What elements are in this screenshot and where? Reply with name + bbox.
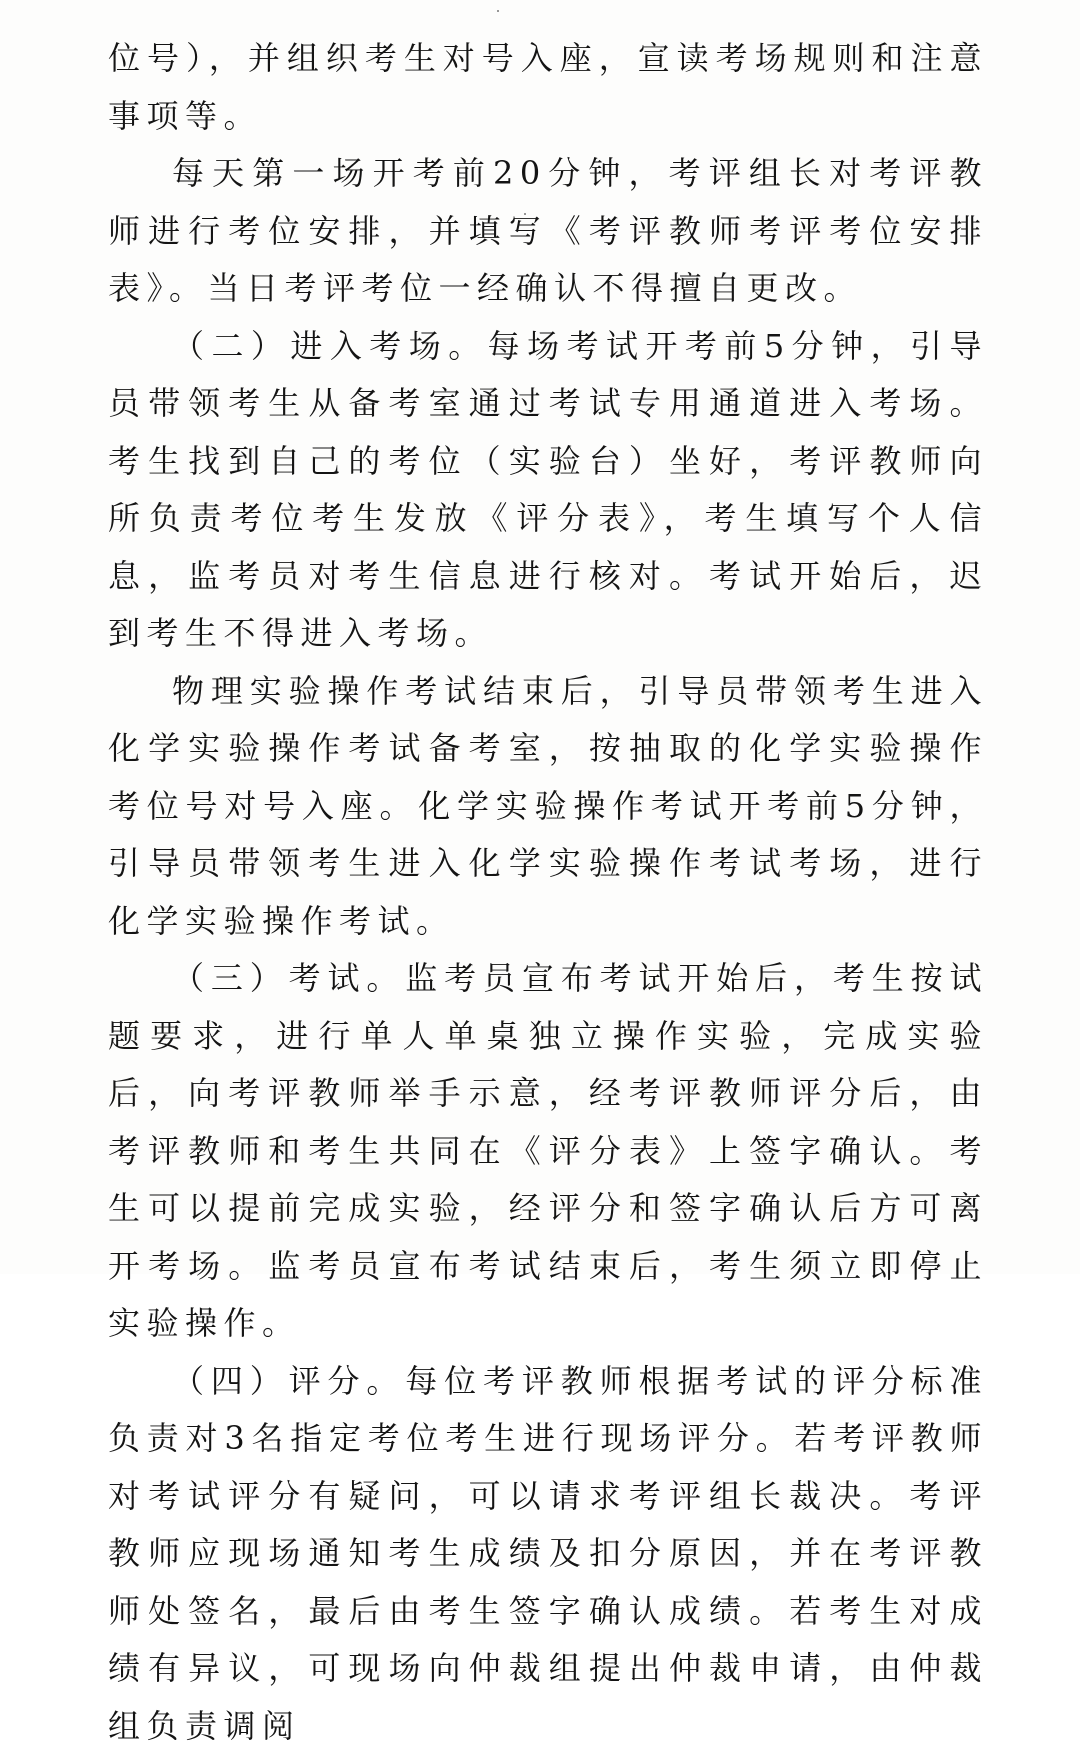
paragraph-2-text: 每天第一场开考前20分钟，考评组长对考评教师进行考位安排，并填写《考评教师考评考位安排表》。当日考评考位一经确认不得擅自更改。: [108, 154, 988, 307]
paragraph-1-text: 位号），并组织考生对号入座，宣读考场规则和注意事项等。: [108, 39, 988, 135]
paragraph-4-text: 物理实验操作考试结束后，引导员带领考生进入化学实验操作考试备考室，按抽取的化学实验操作考位号对号入座。化学实验操作考试开考前5分钟，引导员带领考生进入化学实验操作考试考场，进行化学实验操作考试。: [108, 672, 988, 940]
scan-speck: [497, 10, 499, 12]
section-2-heading: （二）进入考场。: [172, 327, 488, 365]
document-body: [108, 30, 988, 1755]
paragraph-2: [108, 145, 988, 318]
paragraph-3: [108, 318, 988, 663]
paragraph-1: [108, 30, 988, 145]
paragraph-3-text: 每场考试开考前5分钟，引导员带领考生从备考室通过考试专用通道进入考场。考生找到自己的考位（实验台）坐好，考评教师向所负责考位考生发放《评分表》，考生填写个人信息，监考员对考生信息进行核对。考试开始后，迟到考生不得进入考场。: [108, 327, 988, 653]
paragraph-6: [108, 1353, 988, 1755]
section-3-heading: （三）考试。: [172, 959, 405, 997]
section-4-heading: （四）评分。: [172, 1362, 405, 1400]
paragraph-4: [108, 663, 988, 951]
paragraph-6-text: 每位考评教师根据考试的评分标准负责对3名指定考位考生进行现场评分。若考评教师对考试评分有疑问，可以请求考评组长裁决。考评教师应现场通知考生成绩及扣分原因，并在考评教师处签名，最后由考生签字确认成绩。若考生对成绩有异议，可现场向仲裁组提出仲裁申请，由仲裁组负责调阅: [108, 1362, 988, 1745]
paragraph-5: [108, 950, 988, 1353]
paragraph-5-text: 监考员宣布考试开始后，考生按试题要求，进行单人单桌独立操作实验，完成实验后，向考评教师举手示意，经考评教师评分后，由考评教师和考生共同在《评分表》上签字确认。考生可以提前完成实验，经评分和签字确认后方可离开考场。监考员宣布考试结束后，考生须立即停止实验操作。: [108, 959, 988, 1342]
